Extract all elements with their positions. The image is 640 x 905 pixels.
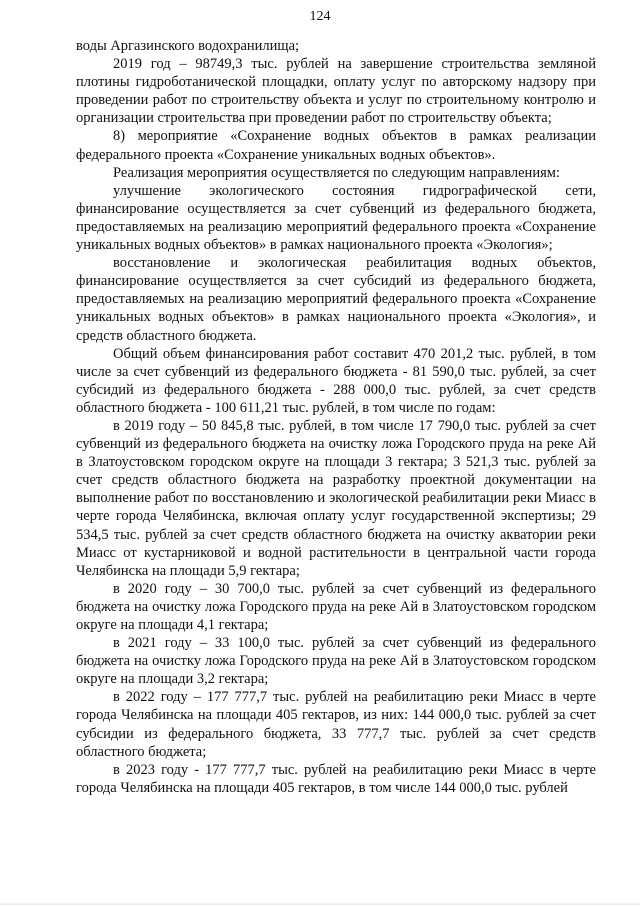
paragraph: в 2021 году – 33 100,0 тыс. рублей за счет субвенций из федерального бюджета на очистку ложа Городского пруда на реке Ай в Златоустовском городском округе на площади 3,2 гектара;	[76, 635, 596, 688]
paragraph: 2019 год – 98749,3 тыс. рублей на завершение строительства земляной плотины гидроботанической площадки, оплату услуг по авторскому надзору при проведении работ по строительству объекта и услуг по строительному контролю и организации строительства при проведении работ по строительству объекта;	[76, 56, 596, 127]
paragraph: восстановление и экологическая реабилитация водных объектов, финансирование осуществляется за счет субсидий из федерального бюджета, предоставляемых на реализацию мероприятий федерального проекта «Сохранение уникальных водных объектов» в рамках национального проекта «Экология», и средств областного бюджета.	[76, 255, 596, 344]
paragraph: 8) мероприятие «Сохранение водных объектов в рамках реализации федерального проекта «Сохранение уникальных водных объектов».	[76, 128, 596, 163]
paragraph: Общий объем финансирования работ составит 470 201,2 тыс. рублей, в том числе за счет субвенций из федерального бюджета - 81 590,0 тыс. рублей, за счет субсидий из федерального бюджета - 288 000,0 тыс. рублей, за счет средств областного бюджета - 100 611,21 тыс. рублей, в том числе по годам:	[76, 345, 596, 416]
paragraph: в 2020 году – 30 700,0 тыс. рублей за счет субвенций из федерального бюджета на очистку ложа Городского пруда на реке Ай в Златоустовском городском округе на площади 4,1 гектара;	[76, 580, 596, 633]
paragraph: улучшение экологического состояния гидрографической сети, финансирование осуществляется за счет субвенций из федерального бюджета, предоставляемых на реализацию мероприятий федерального проекта «Сохранение уникальных водных объектов» в рамках национального проекта «Экология»;	[76, 182, 596, 254]
body-text	[76, 37, 596, 797]
paragraph: в 2023 году - 177 777,7 тыс. рублей на реабилитацию реки Миасс в черте города Челябинска на площади 405 гектаров, в том числе 144 000,0 тыс. рублей	[76, 761, 596, 796]
page-number: 124	[309, 9, 331, 24]
paragraph: в 2022 году – 177 777,7 тыс. рублей на реабилитацию реки Миасс в черте города Челябинска на площади 405 гектаров, из них: 144 000,0 тыс. рублей за счет субсидии из федерального бюджета, 33 777,7 тыс. рублей за счет средств областного бюджета;	[76, 689, 596, 760]
paragraph: в 2019 году – 50 845,8 тыс. рублей, в том числе 17 790,0 тыс. рублей за счет субвенций из федерального бюджета на очистку ложа Городского пруда на реке Ай в Златоустовском городском округе на площади 3 гектара; 3 521,3 тыс. рублей за счет средств областного бюджета на разработку проектной документации на выполнение работ по восстановлению и экологической реабилитации реки Миасс в черте города Челябинска, включая оплату услуг государственной экспертизы; 29 534,5 тыс. рублей за счет средств областного бюджета на очистку акватории реки Миасс от кустарниковой и водной растительности в центральной части города Челябинска на площади 5,9 гектара;	[76, 417, 596, 579]
paragraph: воды Аргазинского водохранилища;	[76, 38, 300, 54]
paragraph: Реализация мероприятия осуществляется по следующим направлениям:	[113, 164, 560, 181]
